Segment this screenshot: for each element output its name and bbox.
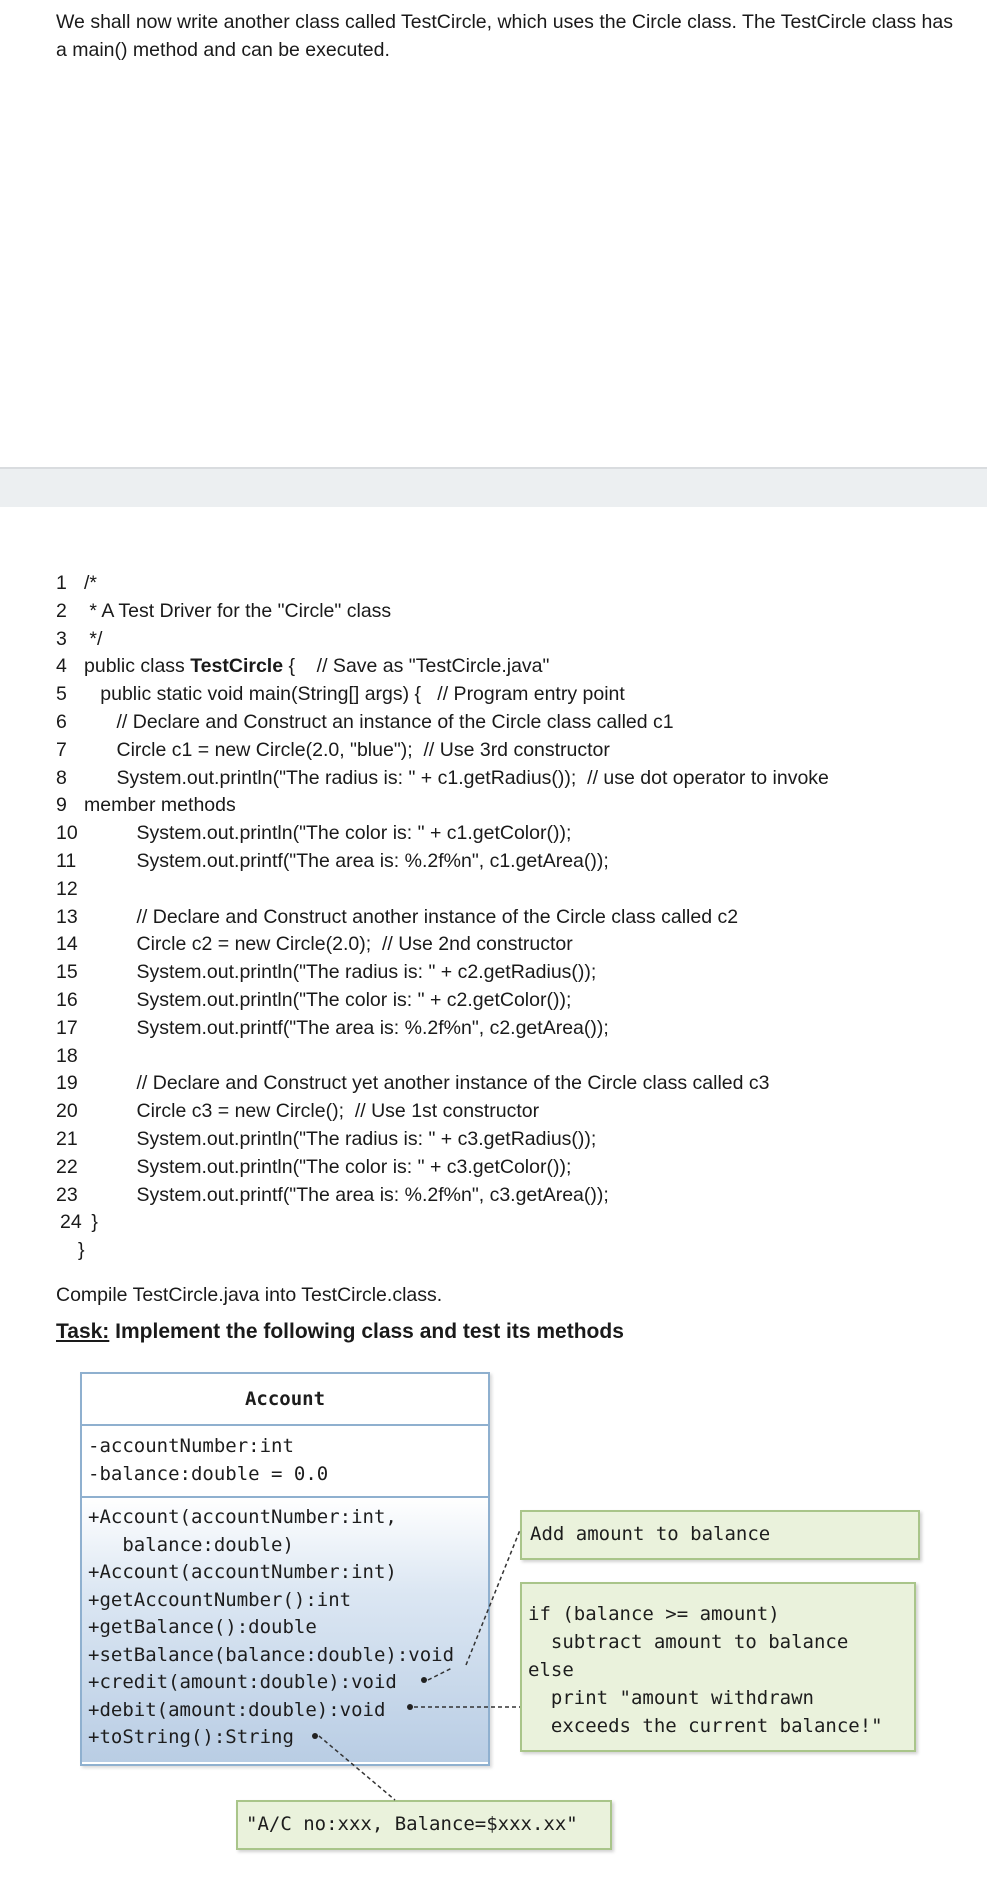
code-text	[78, 1237, 85, 1265]
code-text	[104, 1015, 609, 1043]
code-text-segment: System.out.println("The color is: " + c3.getColor());	[104, 1155, 572, 1178]
class-name: Account	[82, 1374, 488, 1426]
code-text	[84, 737, 610, 765]
code-text	[84, 626, 102, 654]
debit-note-line: if (balance >= amount)	[528, 1603, 780, 1625]
field-account-number: -accountNumber:int	[88, 1435, 294, 1457]
code-text	[84, 653, 549, 681]
code-line	[0, 598, 987, 626]
line-number: 21	[56, 1127, 78, 1150]
code-text-segment: public static void main(String[] args) { // Program entry point	[84, 683, 625, 706]
code-text-segment: System.out.println("The color is: " + c1.getColor());	[104, 822, 572, 845]
code-line	[0, 904, 987, 932]
code-text	[104, 848, 609, 876]
line-number: 12	[56, 877, 78, 900]
code-line	[0, 570, 987, 598]
code-text-segment: System.out.println("The color is: " + c2.getColor());	[104, 988, 572, 1011]
code-text	[104, 1070, 770, 1098]
code-line	[0, 626, 987, 654]
line-number: 17	[56, 1016, 78, 1039]
code-text-segment: System.out.println("The radius is: " + c2.getRadius());	[104, 961, 597, 984]
debit-note-line: exceeds the current balance!"	[528, 1715, 883, 1737]
code-line	[0, 1070, 987, 1098]
code-text	[84, 570, 97, 598]
code-text	[86, 1209, 98, 1237]
code-text-segment: member methods	[84, 794, 236, 817]
debit-note	[520, 1582, 916, 1752]
section-divider	[0, 467, 987, 507]
code-text-segment: Circle c1 = new Circle(2.0, "blue"); // Use 3rd constructor	[84, 738, 610, 761]
code-text-segment: */	[84, 627, 103, 650]
method-constructor-one-arg: +Account(accountNumber:int)	[88, 1561, 397, 1583]
code-line	[0, 820, 987, 848]
task-heading	[56, 1320, 624, 1344]
code-text-segment: System.out.println("The radius is: " + c1.getRadius()); // use dot operator to invoke	[84, 766, 829, 789]
code-text-segment: System.out.printf("The area is: %.2f%n", c3.getArea());	[104, 1183, 609, 1206]
code-text-segment: // Declare and Construct another instance of the Circle class called c2	[104, 905, 739, 928]
code-line	[0, 1098, 987, 1126]
line-number: 9	[56, 794, 67, 817]
code-text	[84, 792, 236, 820]
code-text	[104, 820, 571, 848]
code-text-segment: // Declare and Construct yet another instance of the Circle class called c3	[104, 1072, 770, 1095]
line-number: 23	[56, 1183, 78, 1206]
debit-note-line: else	[528, 1659, 574, 1681]
credit-note	[520, 1510, 920, 1560]
code-text	[104, 1098, 539, 1126]
code-text	[84, 709, 674, 737]
code-text-segment: * A Test Driver for the "Circle" class	[84, 599, 392, 622]
code-text-segment: System.out.printf("The area is: %.2f%n", c2.getArea());	[104, 1016, 609, 1039]
code-class-name: TestCircle	[190, 655, 284, 678]
code-text-segment: }	[78, 1239, 85, 1262]
line-number: 5	[56, 683, 67, 706]
code-text-segment: Circle c2 = new Circle(2.0); // Use 2nd constructor	[104, 933, 573, 956]
line-number: 4	[56, 655, 67, 678]
field-balance: -balance:double = 0.0	[88, 1463, 329, 1485]
line-number: 24	[60, 1211, 82, 1234]
code-text-segment: System.out.printf("The area is: %.2f%n", c1.getArea());	[104, 849, 609, 872]
code-line	[0, 1154, 987, 1182]
code-text-segment: { // Save as "TestCircle.java"	[283, 655, 550, 678]
code-text	[104, 1182, 609, 1210]
line-number: 7	[56, 738, 67, 761]
code-text	[84, 681, 625, 709]
line-number: 18	[56, 1044, 78, 1067]
task-text: Implement the following class and test its methods	[109, 1320, 624, 1343]
code-text	[104, 959, 596, 987]
intro-paragraph: We shall now write another class called TestCircle, which uses the Circle class. The TestCircle class has a main() method and can be executed.	[56, 11, 953, 61]
line-number: 8	[56, 766, 67, 789]
line-number: 16	[56, 988, 78, 1011]
code-line	[0, 1237, 987, 1265]
code-line	[0, 653, 987, 681]
method-constructor-two-args: +Account(accountNumber:int,	[88, 1506, 397, 1528]
line-number: 2	[56, 599, 67, 622]
method-get-balance: +getBalance():double	[88, 1616, 317, 1638]
tostring-note	[236, 1800, 612, 1850]
method-set-balance: +setBalance(balance:double):void	[88, 1643, 455, 1666]
code-text	[104, 904, 738, 932]
line-number: 10	[56, 822, 78, 845]
code-text-segment: }	[86, 1211, 98, 1234]
code-line	[0, 931, 987, 959]
code-text	[104, 1126, 596, 1154]
code-line	[0, 959, 987, 987]
task-label: Task:	[56, 1320, 110, 1343]
code-line	[0, 1126, 987, 1154]
debit-note-line: print "amount withdrawn	[528, 1687, 814, 1709]
code-line	[0, 792, 987, 820]
code-line	[0, 1015, 987, 1043]
compile-instruction: Compile TestCircle.java into TestCircle.class.	[56, 1284, 443, 1306]
method-credit: +credit(amount:double):void	[88, 1671, 397, 1693]
line-number: 15	[56, 961, 78, 984]
code-text-segment: Circle c3 = new Circle(); // Use 1st constructor	[104, 1100, 540, 1123]
code-text	[104, 987, 571, 1015]
code-text	[104, 1154, 571, 1182]
credit-note-text: Add amount to balance	[530, 1523, 771, 1545]
code-line	[0, 709, 987, 737]
code-line	[0, 876, 987, 904]
method-get-account-number: +getAccountNumber():int	[88, 1588, 352, 1611]
line-number: 11	[56, 849, 77, 872]
code-listing	[0, 570, 987, 1265]
line-number: 14	[56, 933, 78, 956]
code-line	[0, 737, 987, 765]
line-number: 19	[56, 1072, 78, 1095]
class-methods	[82, 1498, 488, 1762]
code-text	[84, 765, 829, 793]
code-text-segment: public class	[84, 655, 191, 678]
method-to-string: +toString():String	[88, 1726, 294, 1748]
method-constructor-two-args-cont: balance:double)	[88, 1533, 294, 1556]
debit-note-line: subtract amount to balance	[528, 1631, 849, 1653]
line-number: 3	[56, 627, 67, 650]
line-number: 6	[56, 710, 67, 733]
code-line	[0, 848, 987, 876]
code-line	[0, 1043, 987, 1071]
line-number: 22	[56, 1155, 78, 1178]
code-text	[104, 931, 573, 959]
line-number: 1	[56, 572, 67, 594]
code-line	[0, 987, 987, 1015]
code-line	[0, 681, 987, 709]
line-number: 13	[56, 905, 78, 928]
class-fields	[82, 1426, 488, 1498]
account-class-diagram	[80, 1372, 490, 1766]
tostring-note-text: "A/C no:xxx, Balance=$xxx.xx"	[246, 1813, 578, 1835]
code-line	[0, 765, 987, 793]
code-text-segment: /*	[84, 572, 98, 594]
code-text	[84, 598, 391, 626]
code-line	[0, 1209, 987, 1237]
code-text-segment: System.out.println("The radius is: " + c3.getRadius());	[104, 1127, 597, 1150]
code-line	[0, 1182, 987, 1210]
line-number: 20	[56, 1100, 78, 1123]
code-text-segment: // Declare and Construct an instance of the Circle class called c1	[84, 710, 674, 733]
method-debit: +debit(amount:double):void	[88, 1698, 386, 1721]
